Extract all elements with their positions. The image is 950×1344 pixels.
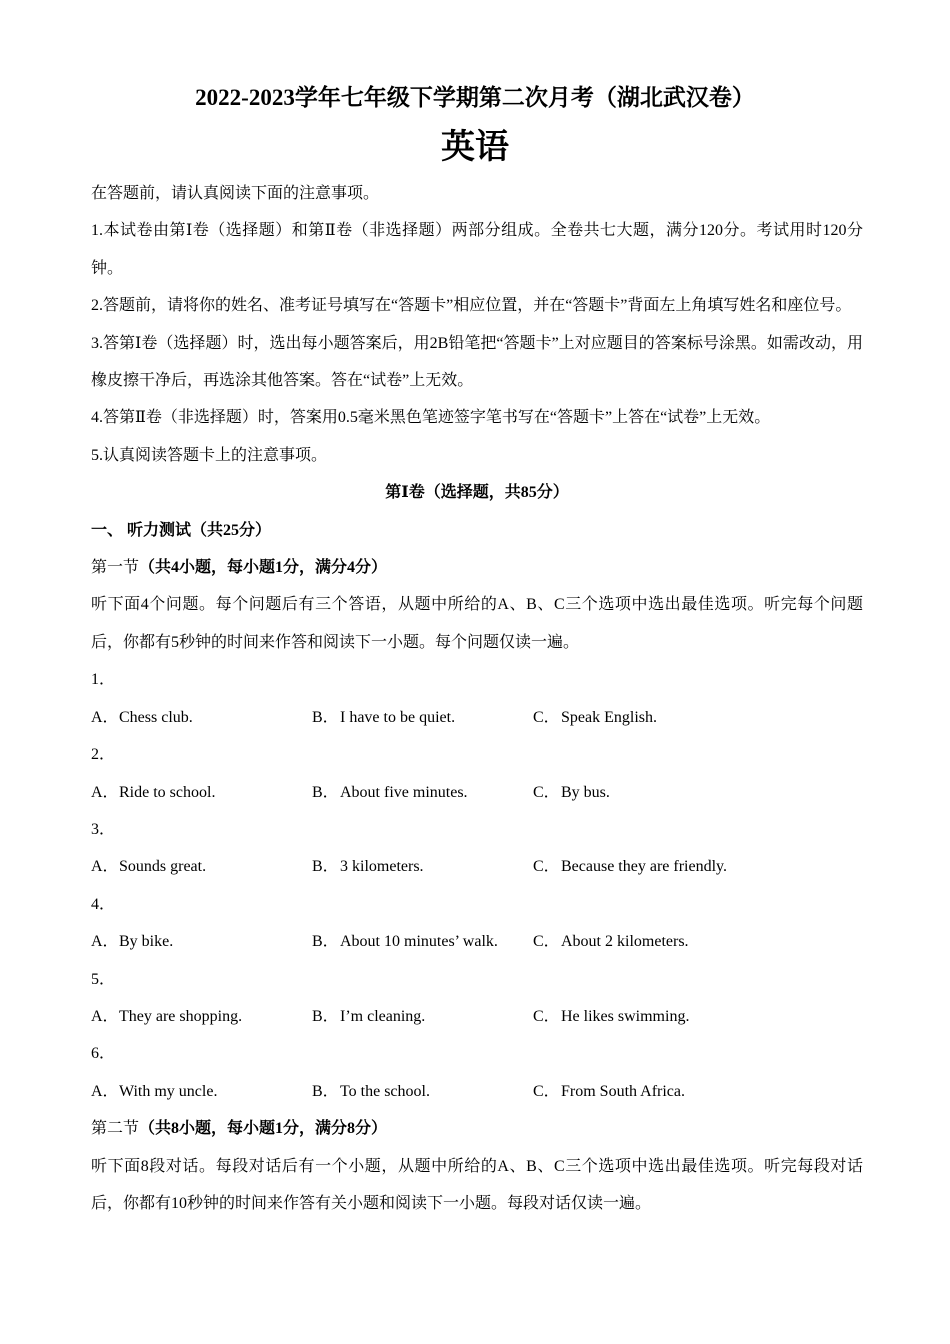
option-label: C．	[533, 1082, 560, 1100]
option-a	[91, 923, 312, 960]
option-text: Sounds great.	[119, 858, 207, 876]
option-label: C．	[533, 783, 560, 801]
option-text: By bike.	[119, 933, 174, 951]
part1-heading: 第Ⅰ卷（选择题，共85分）	[385, 484, 569, 502]
option-label: B．	[312, 1007, 339, 1025]
option-label: B．	[312, 783, 339, 801]
subsection-rule: （共8小题，每小题1分，满分8分）	[139, 1120, 388, 1138]
question-options	[91, 998, 863, 1035]
question-number: 5．	[91, 970, 116, 988]
subsection-prefix: 第一节	[91, 559, 140, 577]
notice-item: 3.答第Ⅰ卷（选择题）时，选出每小题答案后，用2B铅笔把“答题卡”上对应题目的答案标号涂黑。如需改动，用橡皮擦干净后，再选涂其他答案。答在“试卷”上无效。	[91, 334, 863, 390]
subsection-directions: 听下面4个问题。每个问题后有三个答语，从题中所给的A、B、C三个选项中选出最佳选项。听完每个问题后，你都有5秒钟的时间来作答和阅读下一小题。每个问题仅读一遍。	[91, 596, 863, 651]
question-options	[91, 699, 863, 736]
option-label: A．	[91, 858, 119, 876]
option-label: A．	[91, 1082, 119, 1100]
notice-item: 2.答题前，请将你的姓名、准考证号填写在“答题卡”相应位置，并在“答题卡”背面左上角填写姓名和座位号。	[91, 297, 852, 315]
option-text: They are shopping.	[119, 1007, 243, 1025]
subject-title: 英语	[441, 129, 509, 166]
option-a	[91, 699, 312, 736]
option-text: To the school.	[340, 1082, 430, 1100]
option-label: C．	[533, 858, 560, 876]
option-c	[533, 774, 863, 811]
option-text: I have to be quiet.	[340, 708, 456, 726]
option-text: About five minutes.	[340, 783, 468, 801]
option-text: Ride to school.	[119, 783, 216, 801]
option-label: B．	[312, 858, 339, 876]
option-label: B．	[312, 708, 339, 726]
option-b	[312, 998, 533, 1035]
option-c	[533, 998, 863, 1035]
option-b	[312, 774, 533, 811]
option-text: About 10 minutes’ walk.	[340, 933, 498, 951]
question-number: 1．	[91, 671, 116, 689]
option-text: Because they are friendly.	[561, 858, 727, 876]
option-text: He likes swimming.	[561, 1007, 690, 1025]
option-label: B．	[312, 933, 339, 951]
notice-item: 1.本试卷由第Ⅰ卷（选择题）和第Ⅱ卷（非选择题）两部分组成。全卷共七大题，满分120分。考试用时120分钟。	[91, 222, 863, 277]
exam-title: 2022-2023学年七年级下学期第二次月考（湖北武汉卷）	[195, 85, 755, 110]
option-text: With my uncle.	[119, 1082, 218, 1100]
question-options	[91, 848, 863, 885]
option-label: A．	[91, 933, 119, 951]
option-text: I’m cleaning.	[340, 1007, 426, 1025]
subsection-rule: （共4小题，每小题1分，满分4分）	[139, 559, 388, 577]
option-label: B．	[312, 1082, 339, 1100]
question-options	[91, 1073, 863, 1110]
option-a	[91, 774, 312, 811]
option-c	[533, 923, 863, 960]
option-c	[533, 699, 863, 736]
subsection-directions: 听下面8段对话。每段对话后有一个小题，从题中所给的A、B、C三个选项中选出最佳选项。听完每段对话后，你都有10秒钟的时间来作答有关小题和阅读下一小题。每段对话仅读一遍。	[91, 1157, 863, 1212]
option-text: Speak English.	[561, 708, 657, 726]
option-label: C．	[533, 708, 560, 726]
option-b	[312, 699, 533, 736]
question-number: 2．	[91, 746, 116, 764]
option-text: 3 kilometers.	[340, 858, 424, 876]
option-b	[312, 1073, 533, 1110]
option-c	[533, 848, 863, 885]
notice-intro: 在答题前，请认真阅读下面的注意事项。	[91, 185, 380, 202]
notice-item: 5.认真阅读答题卡上的注意事项。	[91, 446, 328, 464]
subsection-heading	[91, 1110, 863, 1147]
exam-body	[91, 175, 863, 1222]
option-text: Chess club.	[119, 708, 193, 726]
subsection-heading	[91, 549, 863, 586]
notice-item: 4.答第Ⅱ卷（非选择题）时，答案用0.5毫米黑色笔迹签字笔书写在“答题卡”上答在“试卷”上无效。	[91, 409, 771, 427]
option-label: A．	[91, 708, 119, 726]
question-number: 4．	[91, 895, 116, 913]
option-label: A．	[91, 1007, 119, 1025]
option-label: C．	[533, 933, 560, 951]
option-a	[91, 848, 312, 885]
option-c	[533, 1073, 863, 1110]
option-a	[91, 998, 312, 1035]
question-number: 3．	[91, 820, 116, 838]
subsection-prefix: 第二节	[91, 1120, 140, 1138]
option-b	[312, 923, 533, 960]
question-number: 6．	[91, 1045, 116, 1063]
question-options	[91, 923, 863, 960]
option-label: C．	[533, 1007, 560, 1025]
option-text: By bus.	[561, 783, 610, 801]
section-heading: 一、 听力测试（共25分）	[91, 521, 272, 539]
option-text: About 2 kilometers.	[561, 933, 689, 951]
question-options	[91, 774, 863, 811]
option-b	[312, 848, 533, 885]
option-a	[91, 1073, 312, 1110]
option-label: A．	[91, 783, 119, 801]
option-text: From South Africa.	[561, 1082, 685, 1100]
